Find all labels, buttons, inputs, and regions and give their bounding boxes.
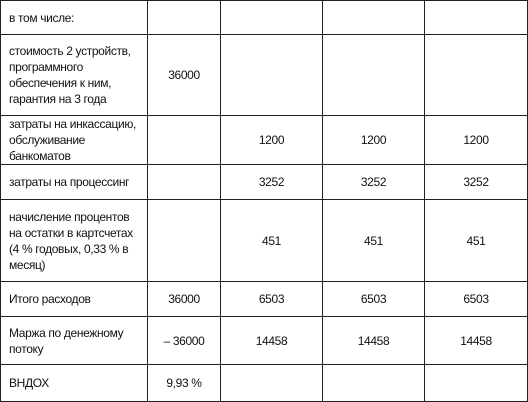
cell-value [425,365,528,402]
cell-value: 1200 [425,116,528,165]
cell-value [425,1,528,35]
row-label: Маржа по денежному потоку [1,317,148,365]
row-label: в том числе: [1,1,148,35]
cell-value: 1200 [221,116,323,165]
cell-value: 3252 [323,165,425,200]
cell-value [148,165,221,200]
table-row [1,317,528,365]
row-label: начисление процентов на остатки в картсчетах (4 % годовых, 0,33 % в месяц) [1,200,148,282]
cell-value [148,116,221,165]
cell-value [221,365,323,402]
cell-value: 14458 [221,317,323,365]
cell-value: 6503 [221,282,323,317]
cell-value: 6503 [425,282,528,317]
cell-value: 14458 [425,317,528,365]
cell-value [323,35,425,116]
row-label: затраты на процессинг [1,165,148,200]
table-row [1,116,528,165]
table-row [1,165,528,200]
table-row [1,35,528,116]
cell-value: 36000 [148,282,221,317]
cell-value [148,200,221,282]
cell-value [323,1,425,35]
cell-value: 36000 [148,35,221,116]
cell-value: 9,93 % [148,365,221,402]
row-label: Итого расходов [1,282,148,317]
cell-value: 14458 [323,317,425,365]
cell-value: 1200 [323,116,425,165]
cell-value [221,1,323,35]
table-row [1,282,528,317]
cell-value [425,35,528,116]
cell-value: – 36000 [148,317,221,365]
row-label: ВНДОХ [1,365,148,402]
cell-value: 3252 [221,165,323,200]
row-label: стоимость 2 устройств, программного обеспечения к ним, гарантия на 3 года [1,35,148,116]
cell-value [323,365,425,402]
table-row [1,200,528,282]
cell-value: 451 [425,200,528,282]
table-row [1,1,528,35]
cell-value: 6503 [323,282,425,317]
cell-value: 451 [323,200,425,282]
row-label: затраты на инкассацию, обслуживание банкоматов [1,116,148,165]
table-row [1,365,528,402]
cell-value [148,1,221,35]
cell-value: 451 [221,200,323,282]
cell-value [221,35,323,116]
cell-value: 3252 [425,165,528,200]
